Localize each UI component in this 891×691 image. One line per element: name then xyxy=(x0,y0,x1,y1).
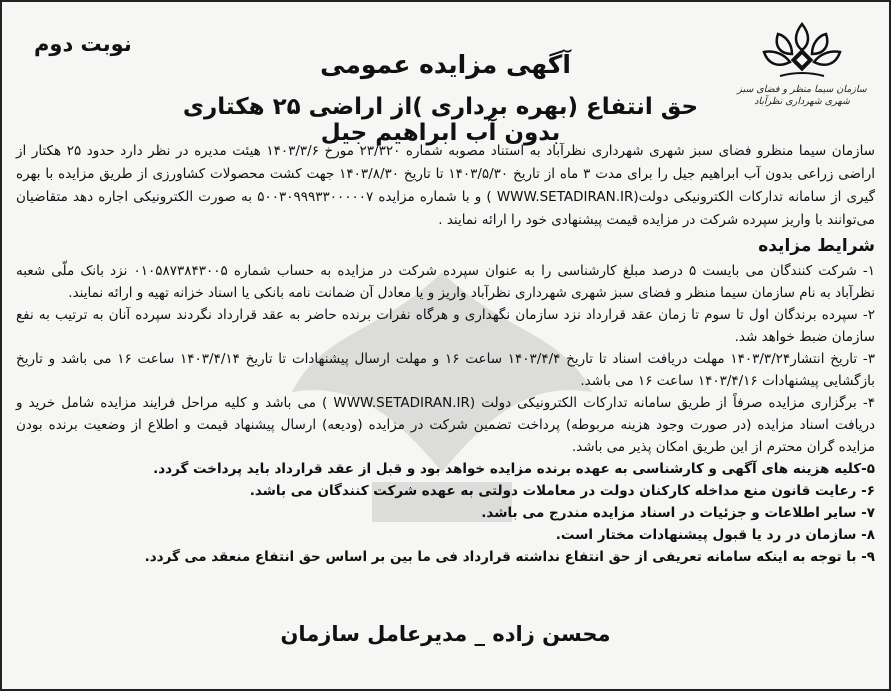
condition-item-6: ۶- رعایت قانون منع مداخله کارکنان دولت در معاملات دولتی به عهده شرکت کنندگان می باشد. xyxy=(249,483,875,499)
publication-round: نوبت دوم xyxy=(34,32,132,56)
ad-title: آگهی مزایده عمومی xyxy=(320,50,571,79)
ad-body xyxy=(16,140,875,568)
intro-paragraph: سازمان سیما منظرو فضای سبز شهری شهرداری نظرآباد به استناد مصوبه شماره ۲۳/۳۲۰ مورخ ۱۴۰۳/۳/۶ هیئت مدیره در نظر دارد حدود ۲۵ هکتار از اراضی زراعی بدون آب ابراهیم جیل را برای مدت ۳ ماه از تاریخ ۱۴۰۳/۵/۳۰ تا تاریخ ۱۴۰۳/۸/۳۰ جهت کشت محصولات کشاورزی از طریق مزایده با بهره گیری از سامانه تدارکات الکترونیکی دولت(WWW.SETADIRAN.IR ) و با شماره مزایده ۵۰۰۳۰۹۹۹۳۳۰۰۰۰۰۷ به صورت الکترونیکی اجاره دهد متقاضیان می‌توانند با واریز سپرده شرکت در مزایده قیمت پیشنهادی خود را ارائه نمایند . xyxy=(16,143,876,228)
condition-item-7: ۷- سایر اطلاعات و جزئیات در اسناد مزایده مندرج می باشد. xyxy=(481,505,875,521)
logo-caption: سازمان سیما منظر و فضای سبز شهری شهرداری نظرآباد xyxy=(737,84,867,107)
condition-item-3: ۳- تاریخ انتشار۱۴۰۳/۳/۲۴ مهلت دریافت اسناد تا تاریخ ۱۴۰۳/۴/۴ ساعت ۱۶ و مهلت ارسال پیشنهادات تا تاریخ ۱۴۰۳/۴/۱۴ ساعت ۱۶ می باشد و تاریخ بازگشایی پیشنهادات ۱۴۰۳/۴/۱۶ ساعت ۱۶ می باشد. xyxy=(16,351,875,389)
condition-item-9: ۹- با توجه به اینکه سامانه تعریفی از حق انتفاع نداشته قرارداد فی ما بین بر اساس حق انتفاع منعقد می گردد. xyxy=(144,549,875,565)
signature-line: محسن زاده _ مدیرعامل سازمان xyxy=(280,622,611,646)
condition-item-8: ۸- سازمان در رد یا قبول پیشنهادات مختار است. xyxy=(555,527,875,543)
condition-item-5: ۵-کلیه هزینه های آگهی و کارشناسی به عهده برنده مزایده خواهد بود و قبل از عقد قرارداد باید پرداخت گردد. xyxy=(153,461,875,477)
condition-item-2: ۲- سپرده برندگان اول تا سوم تا زمان عقد قرارداد نزد سازمان نگهداری و هرگاه نفرات برنده حاضر به عقد قرارداد نگردند سپرده آنان به ترتیب به نفع سازمان ضبط خواهد شد. xyxy=(16,307,875,345)
condition-item-1: ۱- شرکت کنندگان می بایست ۵ درصد مبلغ کارشناسی را به عنوان سپرده شرکت در مزایده به حساب شماره ۰۱۰۵۸۷۳۸۴۳۰۰۵ نزد بانک ملّی شعبه نظرآباد به نام سازمان سیما منظر و فضای سبز شهری شهرداری نظرآباد واریز و یا معادل آن ضمانت نامه بانکی یا اسناد خزانه تهیه و ارائه نمایند. xyxy=(16,263,876,301)
condition-item-4: ۴- برگزاری مزایده صرفاً از طریق سامانه تدارکات الکترونیکی دولت (WWW.SETADIRAN.IR ) می باشد و کلیه مراحل فرایند مزایده شامل خرید و دریافت اسناد مزایده (در صورت وجود هزینه مربوطه) پرداخت تضمین شرکت در مزایده (ودیعه) ارسال پیشنهاد قیمت و اطلاع از وضعیت برنده بودن مزایده گران محترم از این طریق امکان پذیر می باشد. xyxy=(16,395,876,455)
ad-subtitle: حق انتفاع (بهره برداری )از اراضی ۲۵ هکتاری بدون آب ابراهیم جیل xyxy=(182,94,699,146)
conditions-heading: شرایط مزایده xyxy=(758,236,875,256)
